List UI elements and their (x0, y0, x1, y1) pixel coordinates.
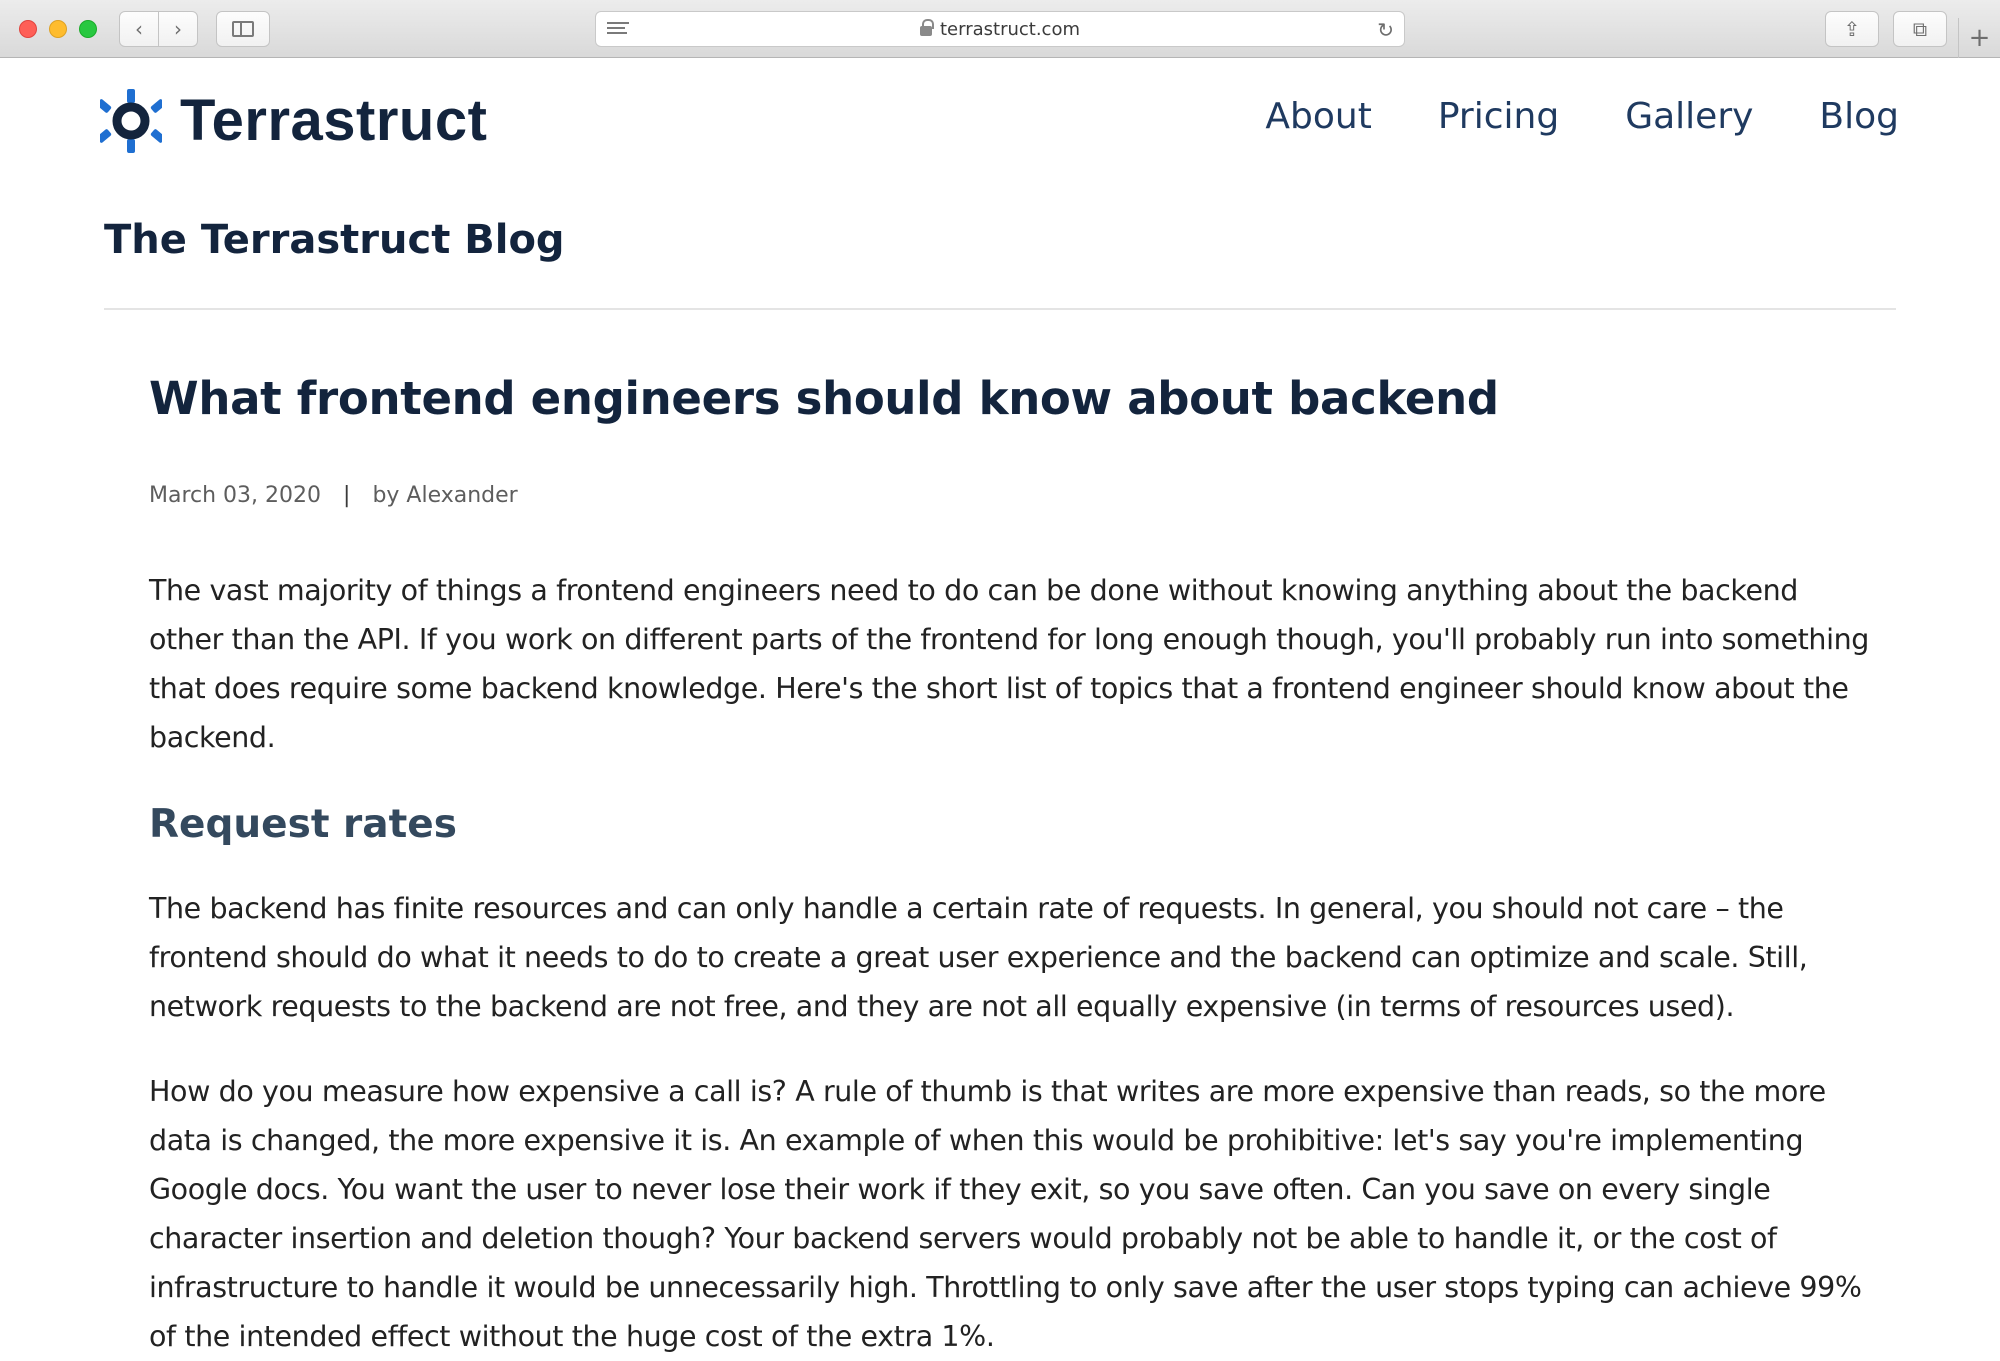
nav-blog[interactable]: Blog (1819, 96, 1899, 137)
chevron-left-icon: ‹ (135, 17, 143, 41)
sidebar-icon (232, 21, 254, 37)
back-button[interactable] (119, 11, 159, 47)
article-date: March 03, 2020 (149, 483, 322, 508)
share-icon: ⇪ (1843, 17, 1861, 41)
browser-toolbar (0, 0, 2000, 58)
minimize-window-button[interactable] (49, 20, 67, 38)
tabs-icon: ⧉ (1912, 17, 1928, 41)
section-heading: Request rates (149, 802, 457, 847)
nav-pricing[interactable]: Pricing (1437, 96, 1560, 137)
close-window-button[interactable] (19, 20, 37, 38)
chevron-right-icon: › (174, 17, 182, 41)
nav-gallery[interactable]: Gallery (1625, 96, 1754, 137)
lock-icon (920, 26, 932, 36)
plus-icon: + (1968, 23, 1991, 53)
reload-icon[interactable]: ↻ (1377, 18, 1394, 42)
article-paragraph: The backend has finite resources and can only handle a certain rate of requests. In general, you should not care – the frontend should do what it needs to do to create a great user experience and the backend can optimize and scale. Still, network requests to the backend are not free, and they are not all equally expensive (in terms of resources used). (149, 892, 1808, 1023)
article-paragraph: How do you measure how expensive a call is? A rule of thumb is that writes are more expensive than reads, so the more data is changed, the more expensive it is. An example of when this would be prohibitive: let's say you're implementing Google docs. You want the user to never lose their work if they exit, so you save often. Can you save on every single character insertion and deletion though? Your backend servers would probably not be able to handle it, or the cost of infrastructure to handle it would be unnecessarily high. Throttling to only save after the user stops typing can achieve 99% of the intended effect without the huge cost of the extra 1%. (149, 1075, 1862, 1353)
site-logo[interactable] (100, 89, 487, 153)
show-tabs-button[interactable] (1893, 11, 1947, 47)
forward-button[interactable] (158, 11, 198, 47)
new-tab-button[interactable] (1958, 18, 2000, 58)
article-meta (149, 483, 1869, 508)
terrastruct-logo-icon (100, 89, 162, 153)
header-divider (104, 308, 1896, 310)
meta-separator: | (343, 483, 351, 508)
url-text: terrastruct.com (939, 18, 1080, 40)
zoom-window-button[interactable] (79, 20, 97, 38)
blog-heading: The Terrastruct Blog (104, 217, 565, 263)
share-button[interactable] (1825, 11, 1879, 47)
site-logo-text: Terrastruct (180, 88, 488, 153)
main-nav (1199, 93, 1899, 141)
address-bar[interactable] (595, 11, 1405, 47)
sidebar-toggle-button[interactable] (216, 11, 270, 47)
article-title: What frontend engineers should know about backend (149, 372, 1499, 425)
article-paragraph: The vast majority of things a frontend engineers need to do can be done without knowing anything about the backend other than the API. If you work on different parts of the frontend for long enough though, you'll probably run into something that does require some backend knowledge. Here's the short list of topics that a frontend engineer should know about the backend. (149, 574, 1869, 754)
web-page (0, 59, 2000, 1357)
article-author: by Alexander (372, 483, 518, 508)
blog-article (149, 369, 1869, 1361)
nav-about[interactable]: About (1265, 96, 1372, 137)
